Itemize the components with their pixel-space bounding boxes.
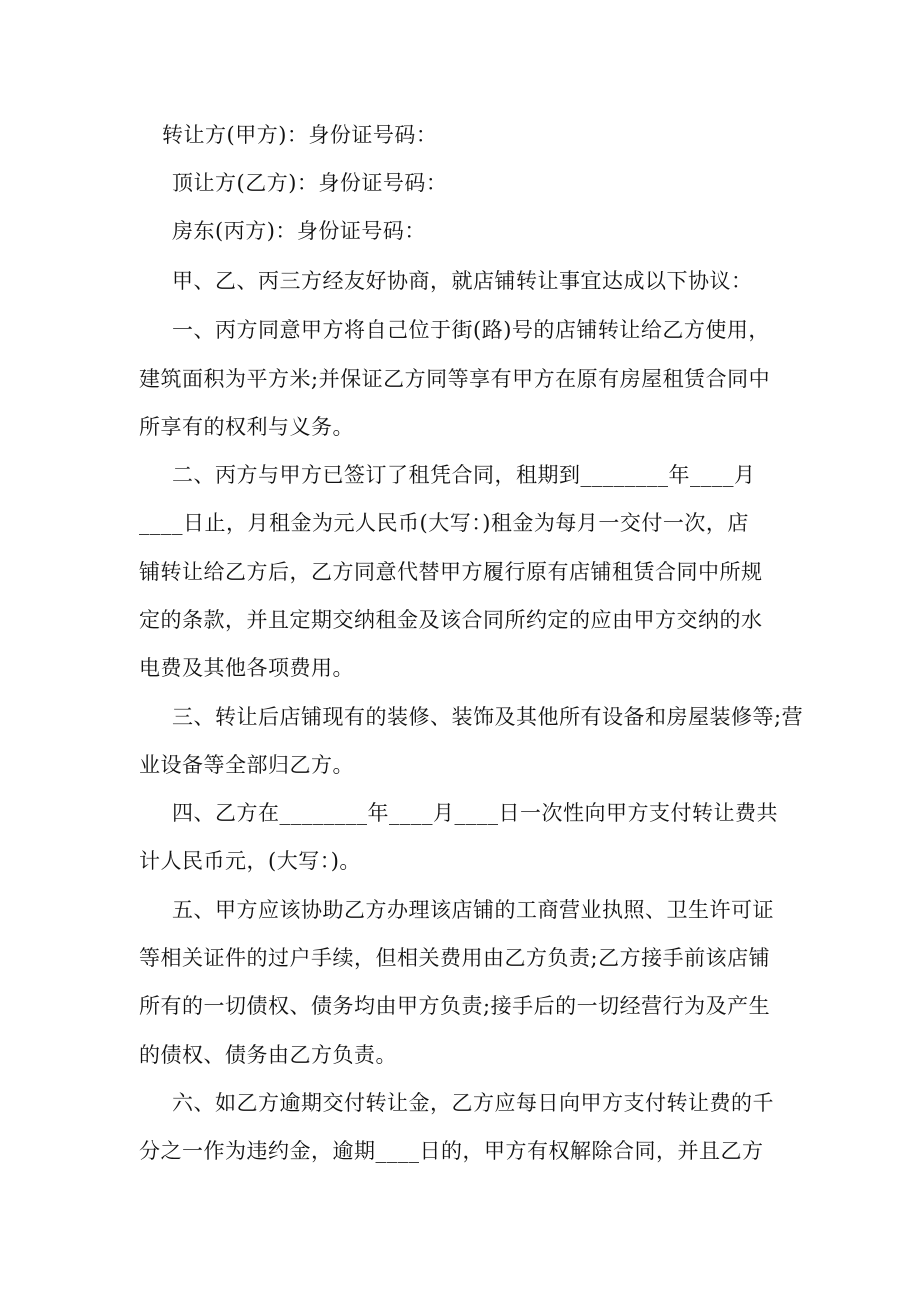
clause-5-line-4: 的债权、债务由乙方负责。 xyxy=(139,1043,397,1067)
clause-3-line-1: 三、转让后店铺现有的装修、装饰及其他所有设备和房屋装修等;营 xyxy=(172,705,804,729)
clause-4-line-2: 计人民币元，(大写：)。 xyxy=(139,849,361,873)
clause-2-line-5: 电费及其他各项费用。 xyxy=(139,656,354,680)
clause-1-line-1: 一、丙方同意甲方将自己位于街(路)号的店铺转让给乙方使用， xyxy=(172,318,770,342)
clause-6-line-2: 分之一作为违约金，逾期____日的，甲方有权解除合同，并且乙方 xyxy=(139,1139,764,1163)
clause-4-line-1: 四、乙方在________年____月____日一次性向甲方支付转让费共 xyxy=(172,801,778,825)
clause-5-line-2: 等相关证件的过户手续，但相关费用由乙方负责;乙方接手前该店铺 xyxy=(139,946,771,970)
clause-5-line-3: 所有的一切债权、债务均由甲方负责;接手后的一切经营行为及产生 xyxy=(139,994,771,1018)
clause-2-line-1: 二、丙方与甲方已签订了租凭合同，租期到________年____月 xyxy=(172,463,756,487)
clause-2-line-4: 定的条款，并且定期交纳租金及该合同所约定的应由甲方交纳的水 xyxy=(139,608,763,632)
clause-5-line-1: 五、甲方应该协助乙方办理该店铺的工商营业执照、卫生许可证 xyxy=(172,898,774,922)
clause-2-line-3: 铺转让给乙方后，乙方同意代替甲方履行原有店铺租赁合同中所规 xyxy=(139,560,763,584)
clause-2-line-2: ____日止，月租金为元人民币(大写：)租金为每月一交付一次，店 xyxy=(139,511,749,535)
party-b-line: 顶让方(乙方)：身份证号码： xyxy=(172,171,448,195)
agreement-intro: 甲、乙、丙三方经友好协商，就店铺转让事宜达成以下协议： xyxy=(172,269,753,293)
clause-1-line-3: 所享有的权利与义务。 xyxy=(139,415,354,439)
party-c-line: 房东(丙方)：身份证号码： xyxy=(172,219,426,243)
clause-3-line-2: 业设备等全部归乙方。 xyxy=(139,753,354,777)
party-a-line: 转让方(甲方)：身份证号码： xyxy=(162,123,438,147)
clause-6-line-1: 六、如乙方逾期交付转让金，乙方应每日向甲方支付转让费的千 xyxy=(172,1091,774,1115)
clause-1-line-2: 建筑面积为平方米;并保证乙方同等享有甲方在原有房屋租赁合同中 xyxy=(139,367,771,391)
